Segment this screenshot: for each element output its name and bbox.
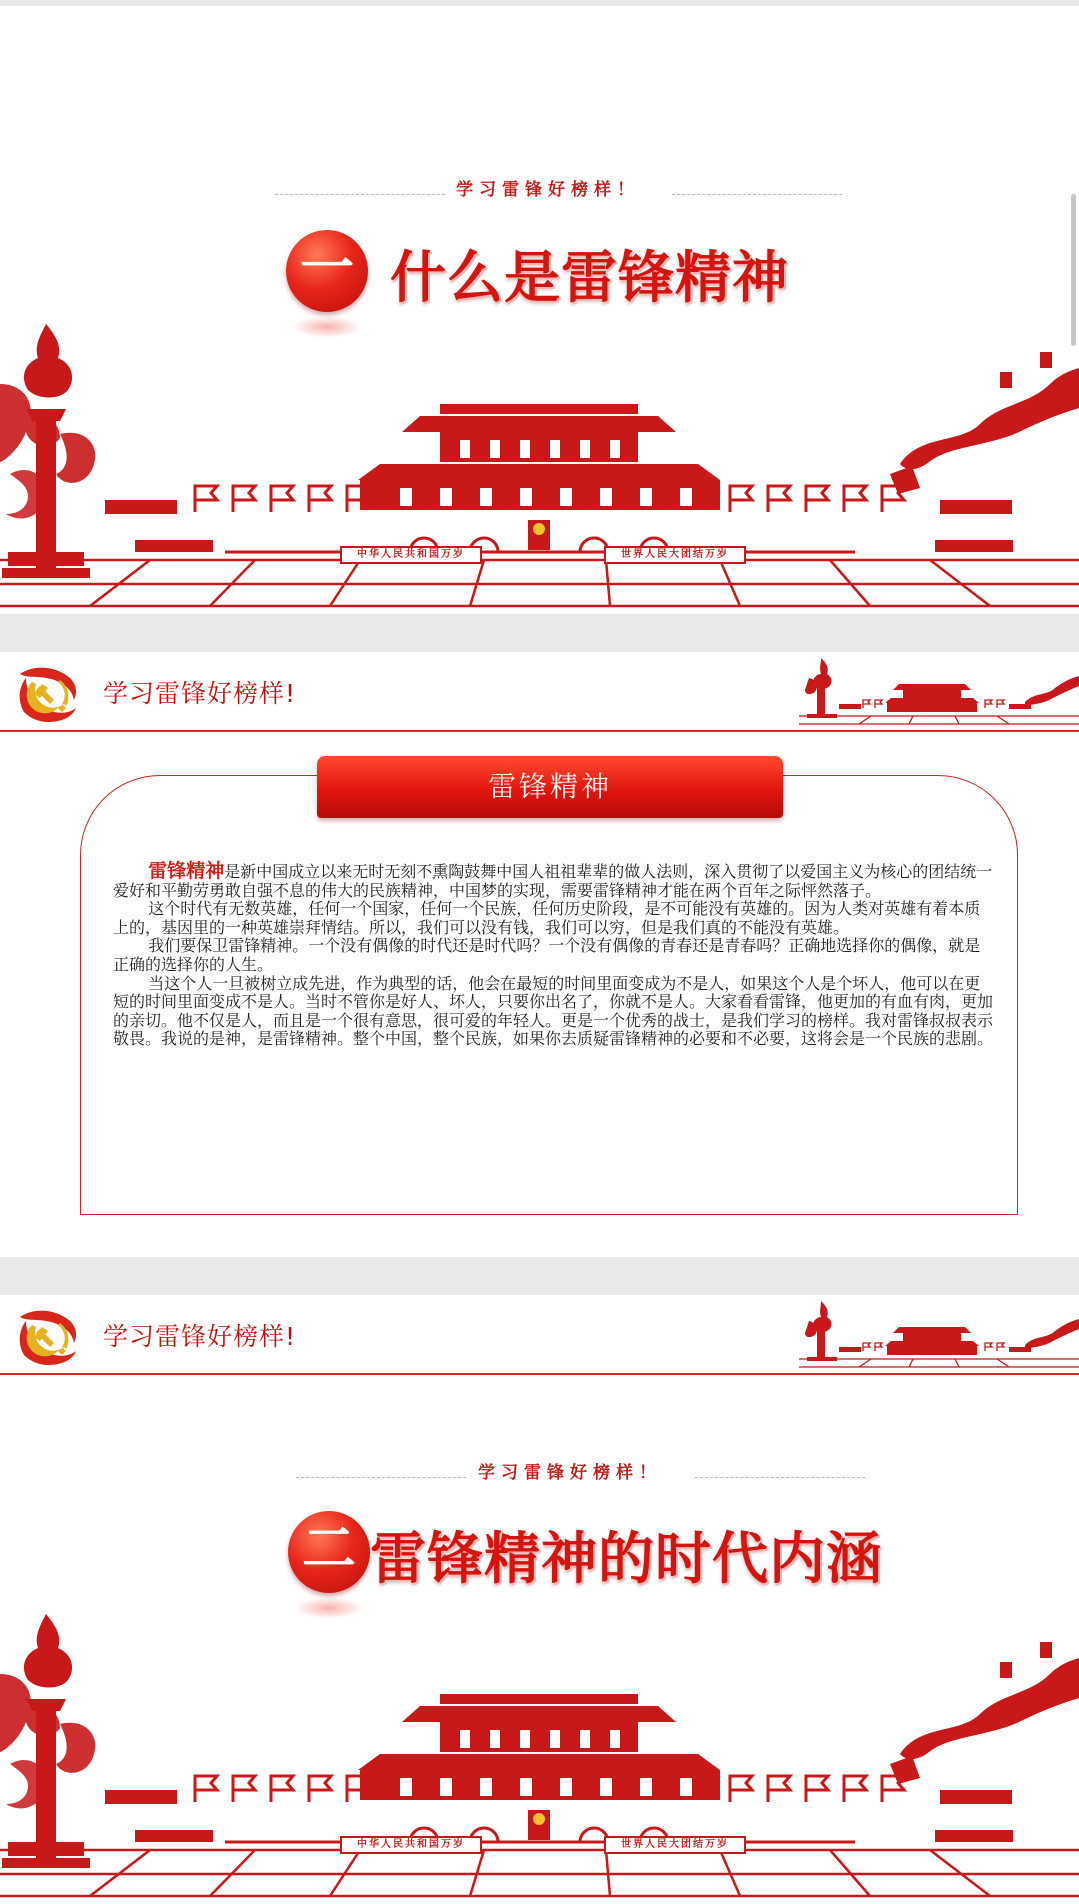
section-title: 什么是雷锋精神	[390, 246, 789, 311]
dashed-line-left	[275, 194, 445, 195]
paragraph-text: 当这个人一旦被树立成先进，作为典型的话，他会在最短的时间里面变成为不是人，如果这个人是个坏人，他可以在更短的时间里面变成不是人。当时不管你是好人、坏人，只要你出名了，你就不是人。大家看看雷锋，他更加的有血有肉，更加的亲切。他不仅是人，而且是一个很有意思，很可爱的年轻人。更是一个优秀的战士，是我们学习的榜样。我对雷锋叔叔表示敬畏。我说的是神，是雷锋精神。整个中国，整个民族，如果你去质疑雷锋精神的必要和不必要，这将会是一个民族的悲剧。	[113, 973, 994, 1049]
banner-left: 中华人民共和国万岁	[340, 546, 482, 564]
section-number-badge: 一	[286, 230, 368, 312]
highlight-term: 雷锋精神	[148, 860, 225, 882]
cover-title-row	[0, 1501, 1079, 1621]
section-title: 雷锋精神的时代内涵	[370, 1527, 883, 1592]
paragraph	[113, 975, 993, 1049]
mini-skyline-art	[799, 1301, 1079, 1371]
header-divider	[0, 1373, 1079, 1375]
section-number-badge: 二	[288, 1511, 370, 1593]
paragraph-text: 是新中国成立以来无时无刻不熏陶鼓舞中国人祖祖辈辈的做人法则，深入贯彻了以爱国主义为核心的团结统一爱好和平勤劳勇敢自强不息的伟大的民族精神，中国梦的实现，需要雷锋精神才能在两个百年之际怦然落子。	[113, 862, 993, 900]
header-title: 学习雷锋好榜样!	[103, 679, 297, 708]
cover-subtitle: 学习雷锋好榜样！	[456, 180, 640, 200]
slide-cover-1	[0, 6, 1079, 614]
dashed-line-right	[672, 194, 842, 195]
slide-header	[0, 652, 1079, 734]
dashed-line-right	[695, 1477, 865, 1478]
cover-title-row	[0, 220, 1079, 340]
panel-title: 雷锋精神	[317, 756, 783, 818]
paragraph	[113, 862, 993, 900]
mini-skyline-art	[799, 658, 1079, 728]
slide-cover-2	[0, 1295, 1079, 1904]
paragraph-text: 这个时代有无数英雄，任何一个国家，任何一个民族，任何历史阶段，是不可能没有英雄的。因为人类对英雄有着本质上的，基因里的一种英雄崇拜情结。所以，我们可以没有钱，我们可以穷，但是我们真的不能没有英雄。	[113, 899, 981, 937]
party-emblem-icon	[14, 664, 78, 724]
paragraph	[113, 937, 993, 974]
paragraph-text: 我们要保卫雷锋精神。一个没有偶像的时代还是时代吗？一个没有偶像的青春还是青春吗？正确地选择你的偶像，就是正确的选择你的人生。	[113, 936, 981, 974]
slide-content-1	[0, 652, 1079, 1257]
dashed-line-left	[296, 1477, 466, 1478]
panel-body	[113, 862, 993, 1049]
header-title: 学习雷锋好榜样!	[103, 1322, 297, 1351]
scrollbar-thumb[interactable]	[1071, 194, 1076, 346]
slide-header	[0, 1295, 1079, 1377]
cover-subtitle: 学习雷锋好榜样！	[478, 1463, 662, 1483]
banner-left: 中华人民共和国万岁	[340, 1836, 482, 1854]
party-emblem-icon	[14, 1307, 78, 1367]
header-divider	[0, 730, 1079, 732]
banner-right: 世界人民大团结万岁	[604, 1836, 746, 1854]
paragraph	[113, 900, 993, 937]
tiananmen-skyline-art	[0, 1614, 1079, 1904]
tiananmen-skyline-art	[0, 324, 1079, 614]
banner-right: 世界人民大团结万岁	[604, 546, 746, 564]
